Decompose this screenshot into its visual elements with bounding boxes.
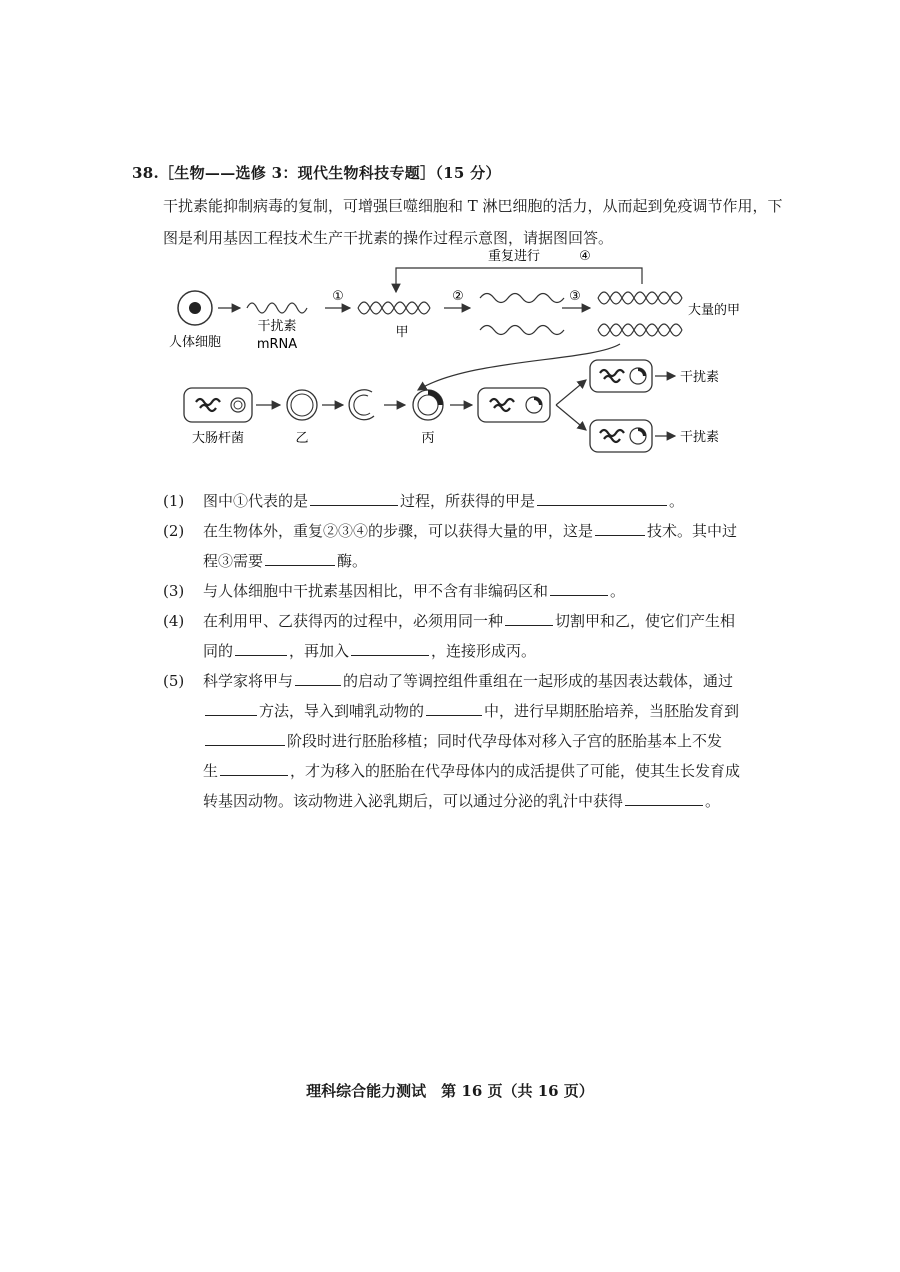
page-footer: 理科综合能力测试 第 16 页（共 16 页）: [306, 1082, 594, 1100]
blank-4c[interactable]: [351, 654, 429, 656]
gene-engineering-diagram: [150, 240, 770, 460]
step-4-label: ④: [579, 249, 591, 264]
blank-5f[interactable]: [625, 804, 703, 806]
ecoli-cell: [184, 388, 252, 422]
subquestion-2: (2) 在生物体外，重复②③④的步骤，可以获得大量的甲，这是 技术。其中过 程③需要 酶。: [203, 516, 783, 576]
step-2-label: ②: [452, 289, 464, 304]
jia-label: 甲: [395, 325, 409, 340]
step-1-label: ①: [332, 289, 344, 304]
subquestion-5: (5) 科学家将甲与 的启动了等调控组件重组在一起形成的基因表达载体，通过 方法，导入到哺乳动物的 中，进行早期胚胎培养，当胚胎发育到 阶段时进行胚胎移植；同时代孕母体对移入子宫的胚胎基本上不发 生 ，才为移入的胚胎在代孕母体内的成活提供了可能，使其生长发育成 转基因动物。该动物进入泌乳期后，可以通过分泌的乳汁中获得 。: [203, 666, 783, 816]
product-cell-top: [590, 360, 652, 392]
blank-5d[interactable]: [205, 744, 285, 746]
blank-1b[interactable]: [537, 504, 667, 506]
subquestion-1: (1) 图中①代表的是 过程，所获得的甲是 。: [203, 486, 783, 516]
blank-5a[interactable]: [295, 684, 341, 686]
single-strand-top: [480, 294, 564, 303]
subquestion-4-number: (4): [163, 612, 185, 630]
yi-label: 乙: [295, 431, 309, 446]
question-intro: 干扰素能抑制病毒的复制，可增强巨噬细胞和 T 淋巴细胞的活力，从而起到免疫调节作用，下图是利用基因工程技术生产干扰素的操作过程示意图，请据图回答。: [163, 197, 783, 247]
product-label-top: 干扰素: [680, 370, 720, 385]
subquestion-4: (4) 在利用甲、乙获得丙的过程中，必须用同一种 切割甲和乙，使它们产生相 同的 ，再加入 ，连接形成丙。: [203, 606, 783, 666]
blank-5e[interactable]: [220, 774, 288, 776]
bing-plasmid: [413, 390, 443, 420]
product-label-bottom: 干扰素: [680, 430, 720, 445]
bing-label: 丙: [421, 431, 435, 446]
ecoli-label: 大肠杆菌: [191, 431, 245, 446]
product-cell-bottom: [590, 420, 652, 452]
arrow-branch-top: [556, 380, 586, 405]
question-heading: 38.［生物——选修 3：现代生物科技专题］（15 分）: [132, 164, 501, 182]
many-jia-label: 大量的甲: [688, 303, 741, 318]
blank-5b[interactable]: [205, 714, 257, 716]
repeat-bracket: [396, 268, 642, 292]
many-jia-dna-top: [598, 292, 682, 304]
subquestion-3-number: (3): [163, 582, 185, 600]
subquestion-5-number: (5): [163, 672, 185, 690]
subquestion-1-number: (1): [163, 492, 185, 510]
yi-plasmid: [287, 390, 317, 420]
subquestion-3: (3) 与人体细胞中干扰素基因相比，甲不含有非编码区和 。: [203, 576, 783, 606]
mrna-label-1: 干扰素: [257, 319, 297, 334]
jia-dna: [358, 302, 430, 314]
blank-1a[interactable]: [310, 504, 398, 506]
arrow-branch-bottom: [556, 405, 586, 430]
mrna-strand: [247, 303, 307, 313]
blank-4b[interactable]: [235, 654, 287, 656]
step-3-label: ③: [569, 289, 581, 304]
cell-label: 人体细胞: [168, 335, 222, 350]
blank-5c[interactable]: [426, 714, 482, 716]
cut-plasmid: [349, 390, 374, 420]
repeat-label: 重复进行: [487, 249, 541, 264]
blank-2b[interactable]: [265, 564, 335, 566]
subquestion-2-number: (2): [163, 522, 185, 540]
blank-2a[interactable]: [595, 534, 645, 536]
mrna-label-2: mRNA: [256, 337, 298, 352]
blank-4a[interactable]: [505, 624, 553, 626]
many-jia-dna-bottom: [598, 324, 682, 336]
human-cell: [178, 291, 212, 325]
blank-3a[interactable]: [550, 594, 608, 596]
single-strand-bottom: [480, 326, 564, 335]
transformed-bacterium: [478, 388, 550, 422]
